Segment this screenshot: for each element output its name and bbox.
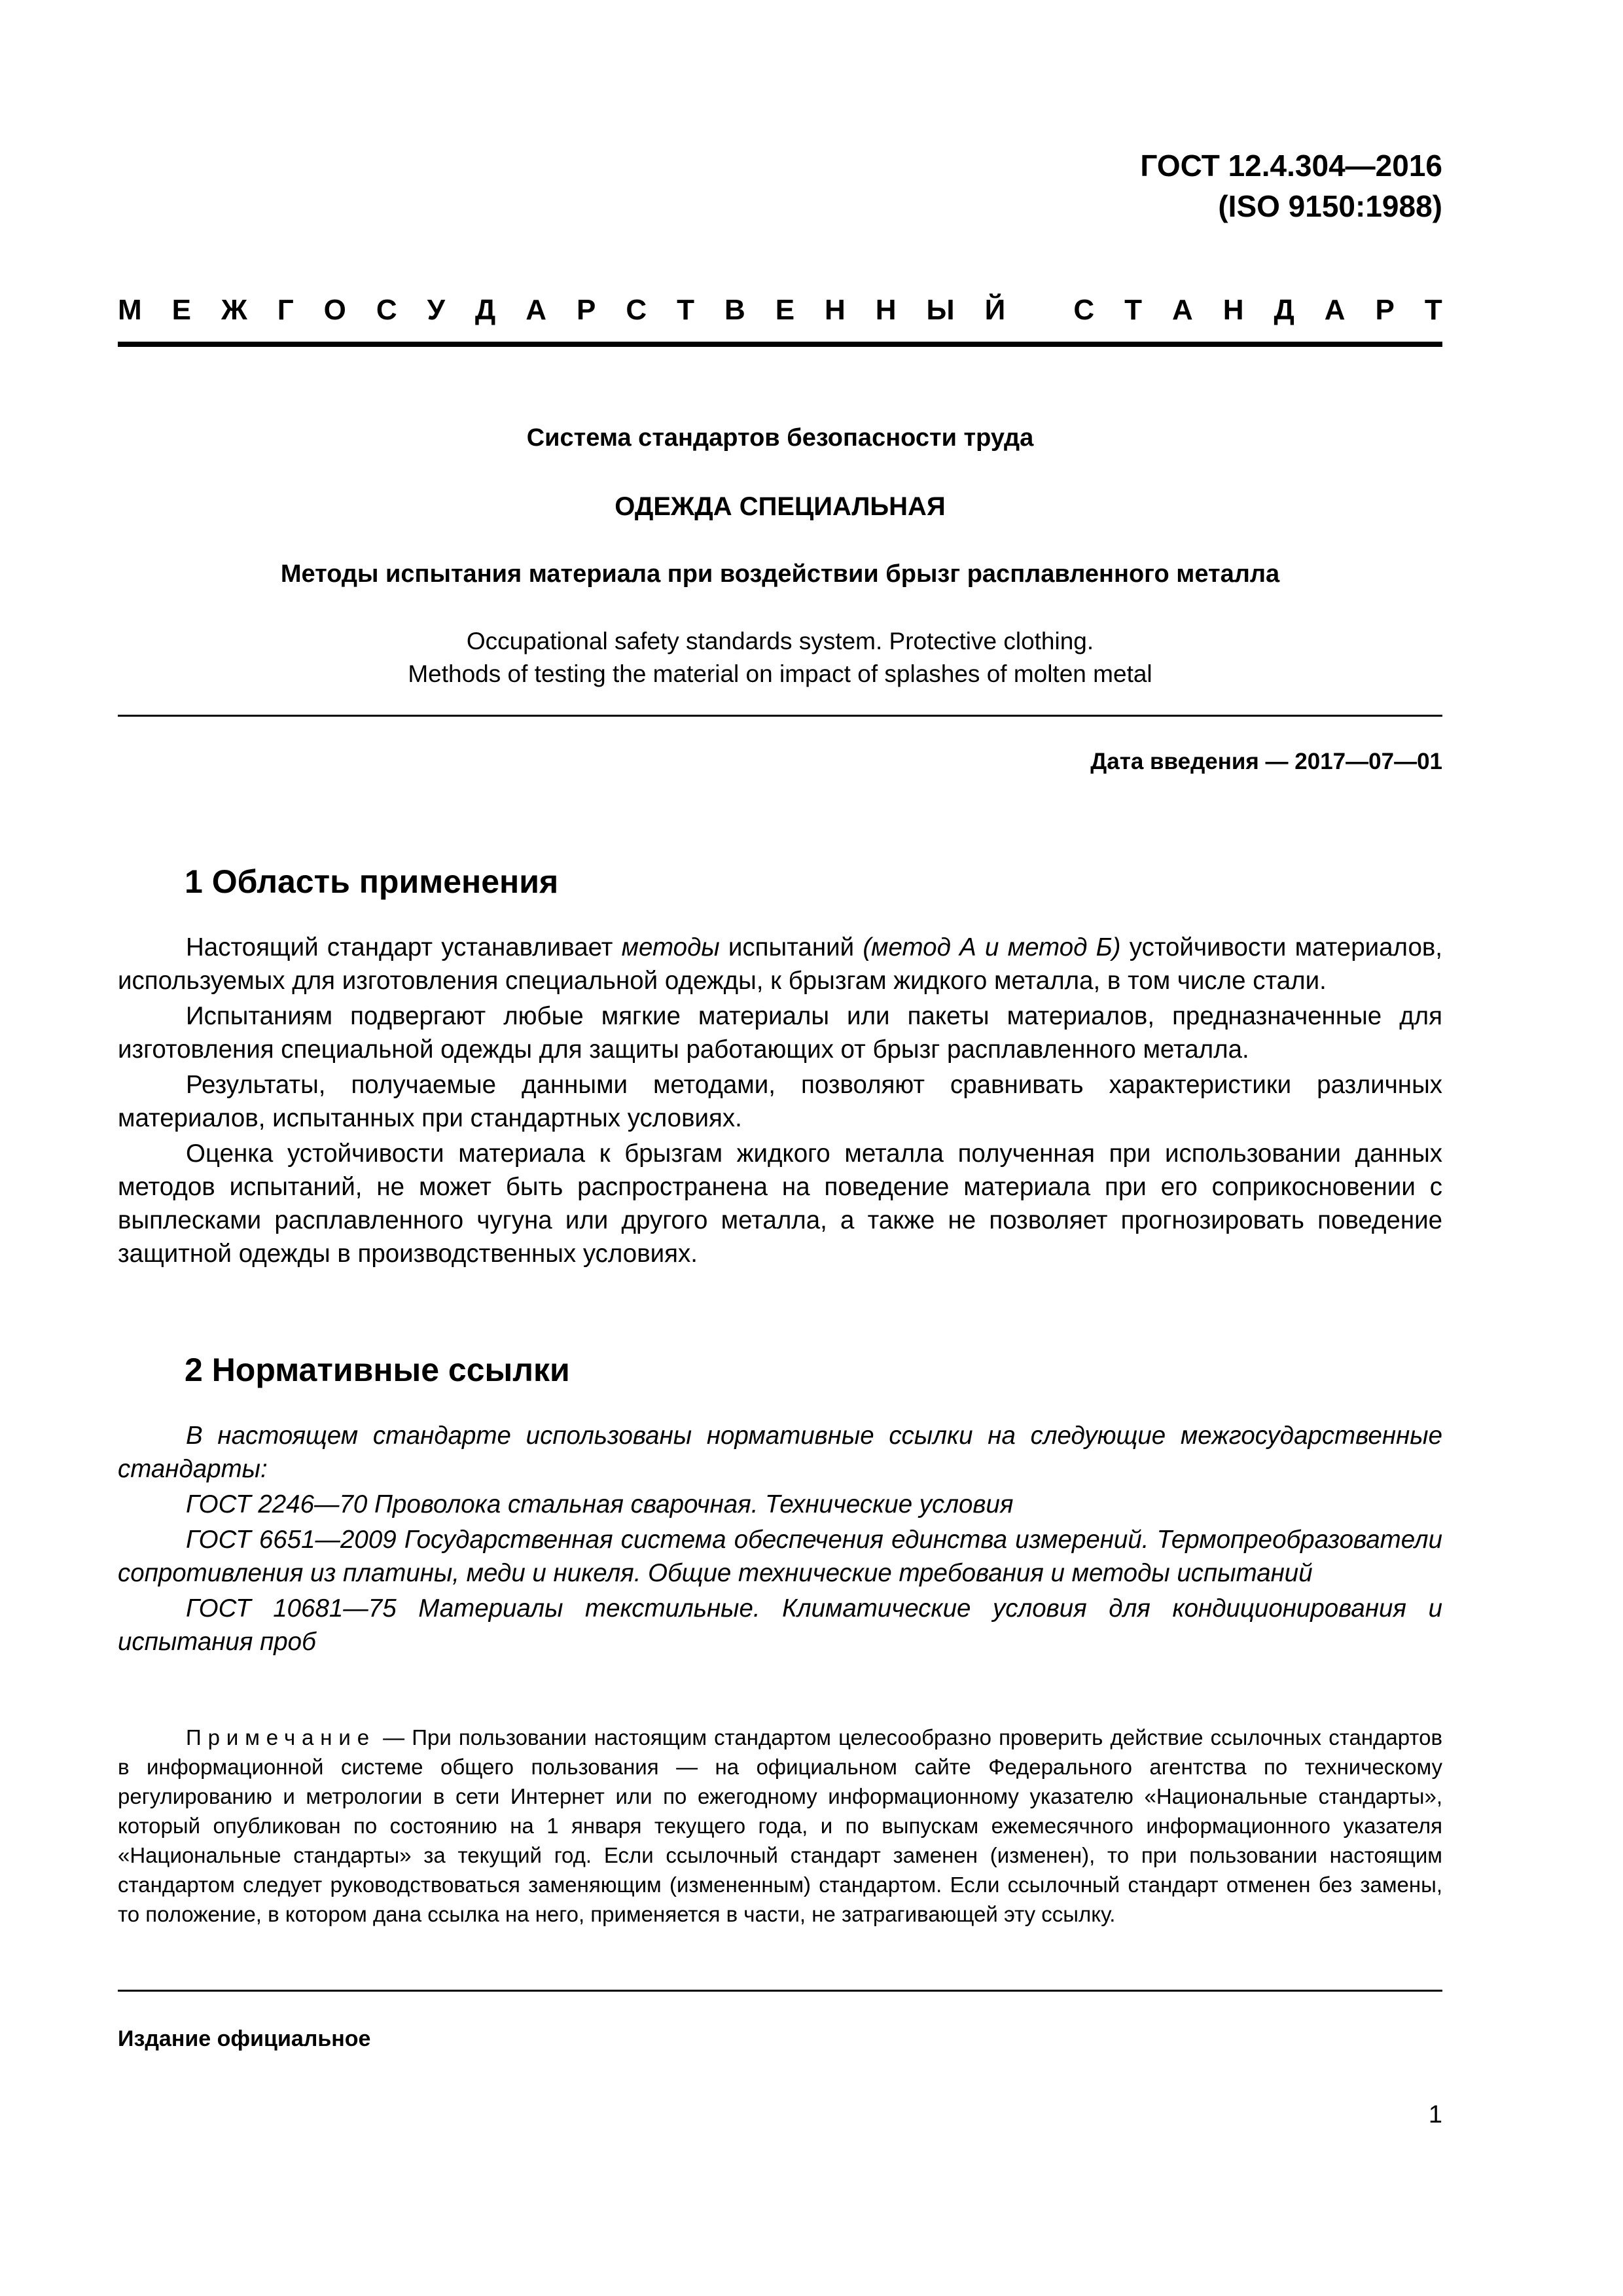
reference-item: ГОСТ 6651—2009 Государственная система обеспечения единства измерений. Термопреобразователи сопротивления из платины, меди и никеля. Общие технические требования и методы испытаний (118, 1526, 1442, 1587)
banner-letter: Е (171, 294, 191, 326)
document-subtitle: Методы испытания материала при воздействии брызг расплавленного металла (280, 560, 1280, 588)
banner-letter: А (1171, 294, 1193, 326)
banner-letter: Г (277, 294, 294, 326)
banner-letter: Т (1424, 294, 1442, 326)
paragraph: Оценка устойчивости материала к брызгам жидкого металла полученная при использовании данных методов испытаний, не может быть распространена на поведение материала при его соприкосновении с выплесками расплавленного чугуна или другого металла, а также не позволяет прогнозировать поведение защитной одежды в производственных условиях. (118, 1139, 1442, 1268)
paragraph: В настоящем стандарте использованы нормативные ссылки на следующие межгосударственные стандарты: (118, 1422, 1442, 1483)
paragraph: Результаты, получаемые данными методами, позволяют сравнивать характеристики различных материалов, испытанных при стандартных условиях. (118, 1071, 1442, 1132)
system-title: Система стандартов безопасности труда (526, 424, 1034, 452)
paragraph: Испытаниям подвергают любые мягкие материалы или пакеты материалов, предназначенные для изготовления специальной одежды для защиты работающих от брызг расплавленного металла. (118, 1002, 1442, 1064)
section-1-body (118, 931, 1442, 1272)
banner-letter: В (724, 294, 745, 326)
banner-letter: Й (984, 294, 1006, 326)
english-title-line: Methods of testing the material on impact of splashes of molten metal (408, 660, 1152, 687)
banner-letter: Е (775, 294, 795, 326)
english-title-line: Occupational safety standards system. Protective clothing. (466, 628, 1094, 655)
section-2-body (118, 1419, 1442, 1660)
title-rule (118, 715, 1442, 717)
note-text: — При пользовании настоящим стандартом целесообразно проверить действие ссылочных стандартов в информационной системе общего пользования — на официальном сайте Федерального агентства по техническому регулированию и метрологии в сети Интернет или по ежегодному информационному указателю «Национальные стандарты», который опубликован по состоянию на 1 января текущего года, и по выпускам ежемесячного информационного указателя «Национальные стандарты» за текущий год. Если ссылочный стандарт заменен (изменен), то при пользовании настоящим стандартом следует руководствоваться заменяющим (измененным) стандартом. Если ссылочный стандарт отменен без замены, то положение, в котором дана ссылка на него, применяется в части, не затрагивающей эту ссылку. (118, 1725, 1442, 1926)
banner-rule (118, 342, 1442, 347)
banner-letter: Н (1222, 294, 1244, 326)
footer-rule (118, 1990, 1442, 1992)
page-number: 1 (1428, 2101, 1442, 2128)
english-title (118, 625, 1442, 691)
note-label: Примечание (186, 1725, 376, 1749)
banner-letter: Т (1124, 294, 1142, 326)
official-edition-label: Издание официальное (118, 2026, 371, 2051)
banner-letter: Т (677, 294, 694, 326)
section-1-heading: 1 Область применения (185, 863, 559, 900)
standard-code (1140, 145, 1442, 226)
banner-letter: С (626, 294, 647, 326)
banner-letter: С (1073, 294, 1095, 326)
banner-letter: Ж (221, 294, 247, 326)
banner-letter: Д (474, 294, 496, 326)
banner-letter: Ы (926, 294, 955, 326)
iso-number: (ISO 9150:1988) (1218, 189, 1442, 223)
section-2-heading: 2 Нормативные ссылки (185, 1352, 570, 1388)
reference-item: ГОСТ 2246—70 Проволока стальная сварочная. Технические условия (186, 1490, 1014, 1518)
banner-letter: Н (825, 294, 846, 326)
note (118, 1723, 1442, 1929)
standard-type-banner (118, 293, 1442, 327)
introduction-date: Дата введения — 2017—07—01 (1090, 749, 1442, 774)
banner-letter: Р (1375, 294, 1395, 326)
standard-number: ГОСТ 12.4.304—2016 (1140, 149, 1442, 183)
reference-item: ГОСТ 10681—75 Материалы текстильные. Климатические условия для кондиционирования и испытания проб (118, 1594, 1442, 1656)
banner-letter: А (526, 294, 547, 326)
paragraph: Настоящий стандарт устанавливает методы испытаний (метод А и метод Б) устойчивости материалов, используемых для изготовления специальной одежды, к брызгам жидкого металла, в том числе стали. (118, 933, 1443, 995)
banner-letter: У (427, 294, 445, 326)
banner-letter: Р (577, 294, 596, 326)
banner-gap (1035, 293, 1043, 327)
banner-letter: Н (875, 294, 897, 326)
banner-letter: О (323, 294, 346, 326)
banner-letter: С (376, 294, 397, 326)
document-title: ОДЕЖДА СПЕЦИАЛЬНАЯ (615, 492, 946, 521)
banner-letter: Д (1274, 294, 1294, 326)
banner-letter: М (118, 294, 142, 326)
banner-letter: А (1324, 294, 1346, 326)
